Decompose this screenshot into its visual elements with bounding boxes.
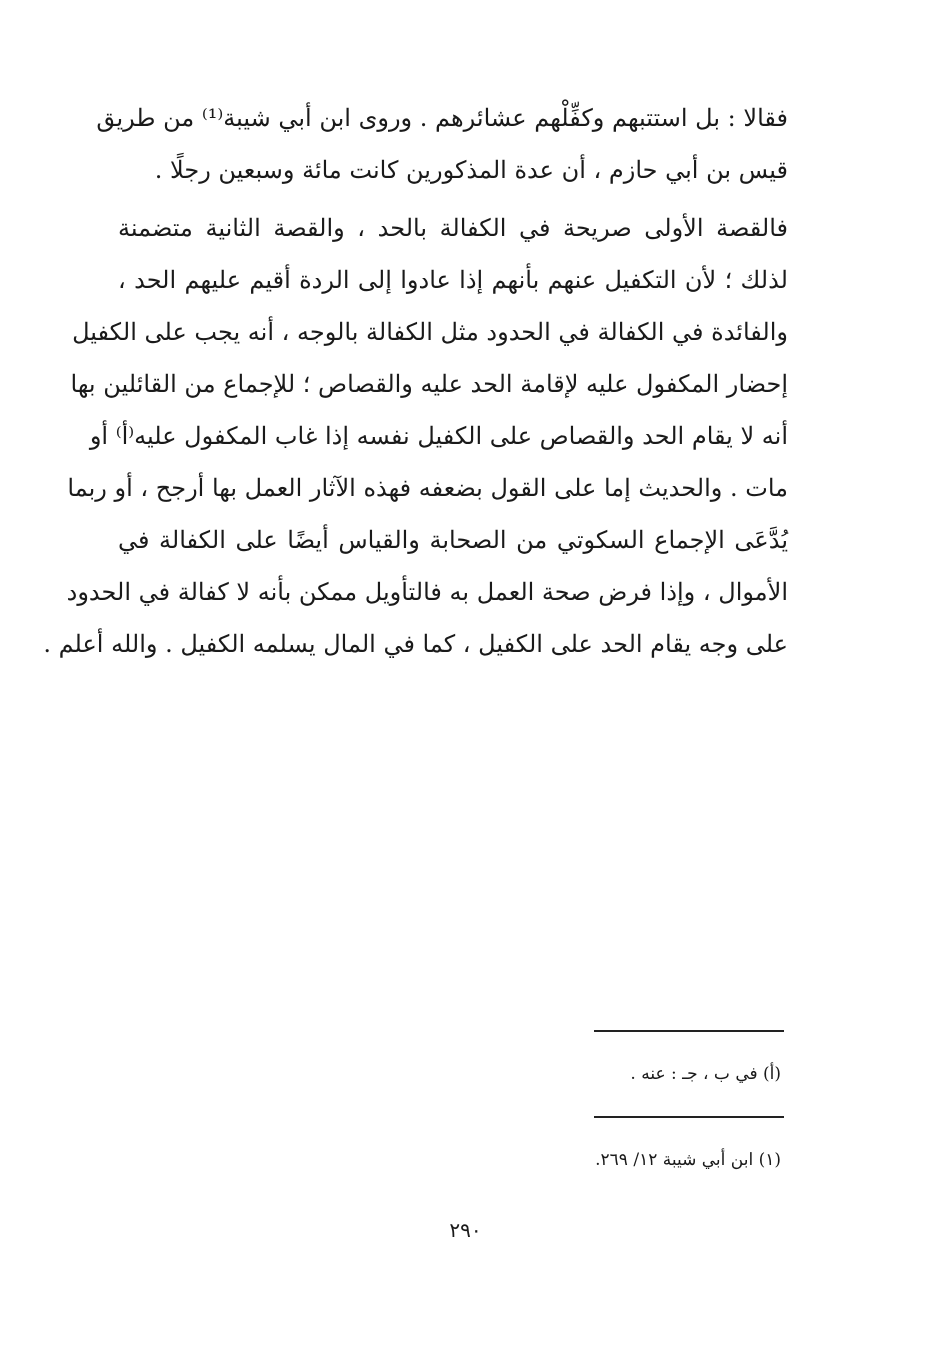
source-footnote: (١) ابن أبي شيبة ١٢/ ٢٦٩. — [595, 1150, 781, 1170]
page-number: ٢٩٠ — [449, 1218, 482, 1242]
text-line: فالقصة الأولى صريحة في الكفالة بالحد ، والقصة الثانية متضمنة — [118, 214, 788, 242]
text-line: على وجه يقام الحد على الكفيل ، كما في المال يسلمه الكفيل . والله أعلم . — [43, 630, 788, 658]
text-line: قيس بن أبي حازم ، أن عدة المذكورين كانت مائة وسبعين رجلًا . — [154, 156, 788, 184]
text-line: والفائدة في الكفالة في الحدود مثل الكفالة بالوجه ، أنه يجب على الكفيل — [72, 318, 788, 346]
footnote-divider — [594, 1030, 784, 1032]
variant-footnote: (أ) في ب ، جـ : عنه . — [630, 1064, 781, 1084]
text-line: أنه لا يقام الحد والقصاص على الكفيل نفسه إذا غاب المكفول عليه⁽أ⁾ أو — [89, 422, 788, 450]
text-line: مات . والحديث إما على القول بضعفه فهذه الآثار العمل بها أرجح ، أو ربما — [67, 474, 788, 502]
text-line: الأموال ، وإذا فرض صحة العمل به فالتأويل ممكن بأنه لا كفالة في الحدود — [66, 578, 788, 606]
footnote-divider — [594, 1116, 784, 1118]
paragraph-1 — [96, 92, 788, 196]
text-line: لذلك ؛ لأن التكفيل عنهم بأنهم إذا عادوا إلى الردة أقيم عليهم الحد ، — [118, 266, 788, 294]
text-line: إحضار المكفول عليه لإقامة الحد عليه والقصاص ؛ للإجماع من القائلين بها — [70, 370, 788, 398]
text-line: فقالا : بل استتبهم وكفِّلْهم عشائرهم . وروى ابن أبي شيبة⁽¹⁾ من طريق — [96, 104, 788, 132]
text-line: يُدَّعَى الإجماع السكوتي من الصحابة والقياس أيضًا على الكفالة في — [118, 526, 788, 554]
paragraph-2 — [43, 202, 788, 670]
